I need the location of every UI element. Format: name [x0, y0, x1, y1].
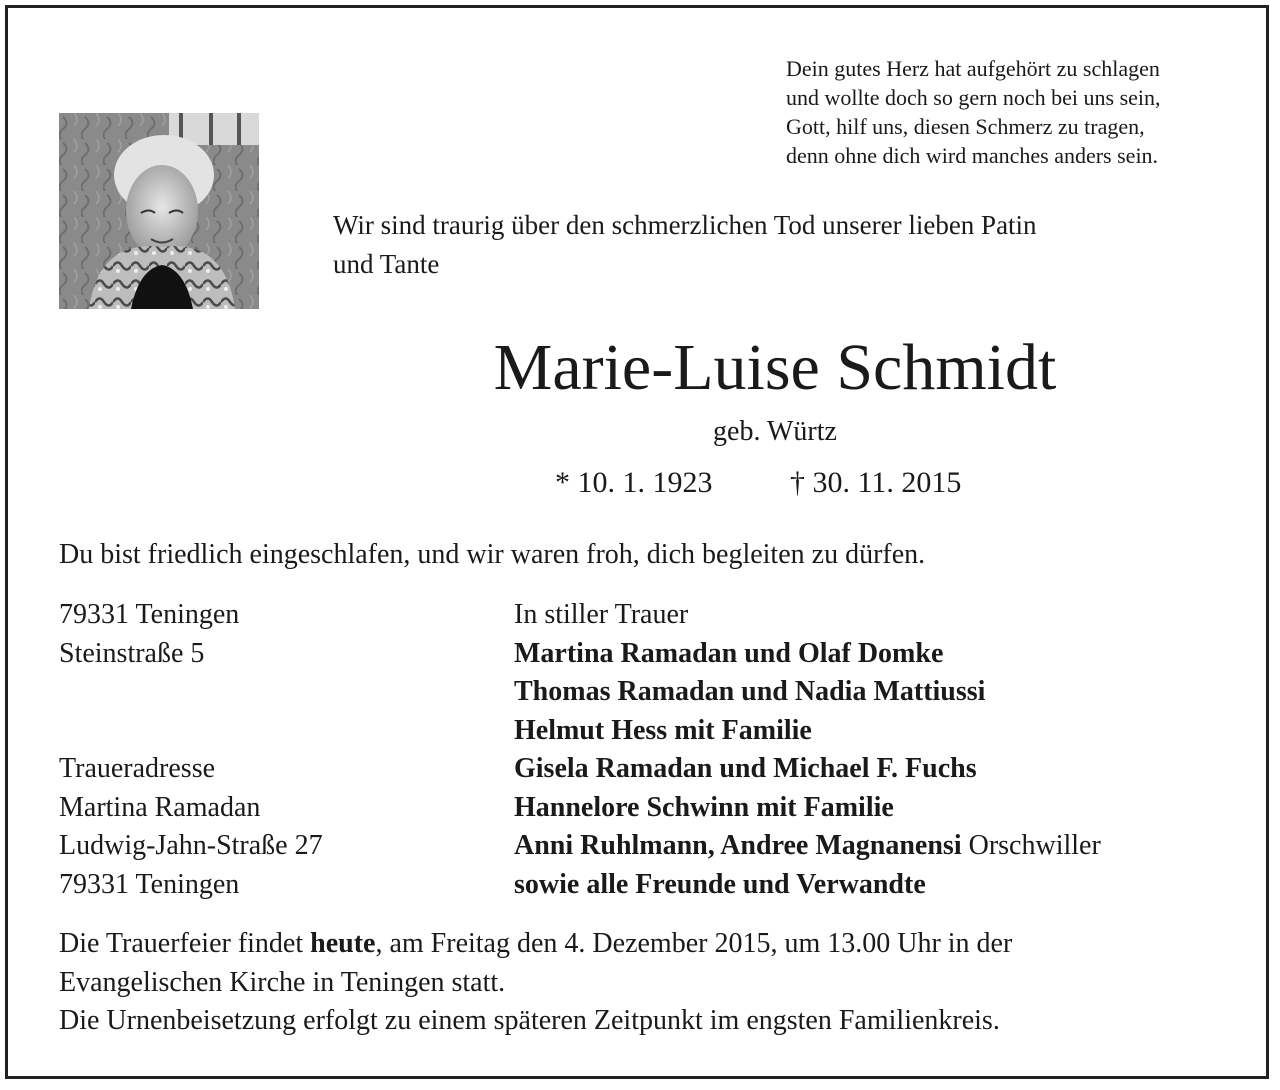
intro-line: Wir sind traurig über den schmerzlichen Tod unserer lieben Patin — [333, 210, 1037, 240]
birth-date: * 10. 1. 1923 — [555, 466, 713, 499]
mourner-name: Anni Ruhlmann, Andree Magnanensi — [514, 830, 962, 861]
deceased-name: Marie-Luise Schmidt — [493, 331, 1057, 404]
ceremony-emphasis: heute — [310, 928, 376, 959]
ceremony-text: Die Trauerfeier findet — [59, 928, 311, 959]
mourner-name: Helmut Hess mit Familie — [514, 714, 812, 746]
urn-burial-line: Die Urnenbeisetzung erfolgt zu einem späteren Zeitpunkt im engsten Familienkreis. — [59, 1005, 1000, 1036]
maiden-name: geb. Würtz — [713, 416, 837, 447]
portrait-photo — [59, 113, 259, 309]
address-column — [59, 596, 323, 904]
ceremony-info — [59, 925, 1229, 1041]
intro-text — [333, 206, 1233, 284]
life-dates — [555, 463, 961, 503]
mourner-name: Thomas Ramadan und Nadia Mattiussi — [514, 676, 986, 707]
mourning-address-label: Traueradresse — [59, 753, 216, 784]
mourners-heading: In stiller Trauer — [514, 599, 689, 630]
ceremony-text: , am Freitag den 4. Dezember 2015, um 13.00 Uhr in der — [375, 928, 1013, 959]
mourner-name: Martina Ramadan und Olaf Domke — [514, 637, 944, 669]
quote-line: Du bist friedlich eingeschlafen, und wir waren froh, dich begleiten zu dürfen. — [59, 539, 926, 570]
ceremony-line: Evangelischen Kirche in Teningen statt. — [59, 966, 506, 998]
death-date: † 30. 11. 2015 — [790, 466, 962, 499]
contact-name: Martina Ramadan — [59, 791, 261, 823]
mourner-place: Orschwiller — [961, 830, 1101, 861]
mourner-name: Gisela Ramadan und Michael F. Fuchs — [514, 753, 977, 784]
poem-line: Dein gutes Herz hat aufgehört zu schlagen — [786, 56, 1160, 81]
poem-line: und wollte doch so gern noch bei uns sein, — [786, 85, 1161, 110]
poem-line: Gott, hilf uns, diesen Schmerz zu tragen, — [786, 114, 1145, 139]
contact-city: 79331 Teningen — [59, 868, 240, 900]
poem — [786, 54, 1256, 170]
intro-line: und Tante — [333, 249, 440, 279]
ceremony-line — [59, 925, 1229, 964]
mourners-column — [514, 596, 1101, 904]
contact-street: Ludwig-Jahn-Straße 27 — [59, 830, 323, 861]
address-street: Steinstraße 5 — [59, 637, 205, 669]
mourner-name: Hannelore Schwinn mit Familie — [514, 791, 894, 823]
address-city: 79331 Teningen — [59, 599, 240, 630]
mourner-name-with-place — [514, 827, 1101, 866]
poem-line: denn ohne dich wird manches anders sein. — [786, 143, 1159, 168]
mourner-closing: sowie alle Freunde und Verwandte — [514, 868, 926, 900]
